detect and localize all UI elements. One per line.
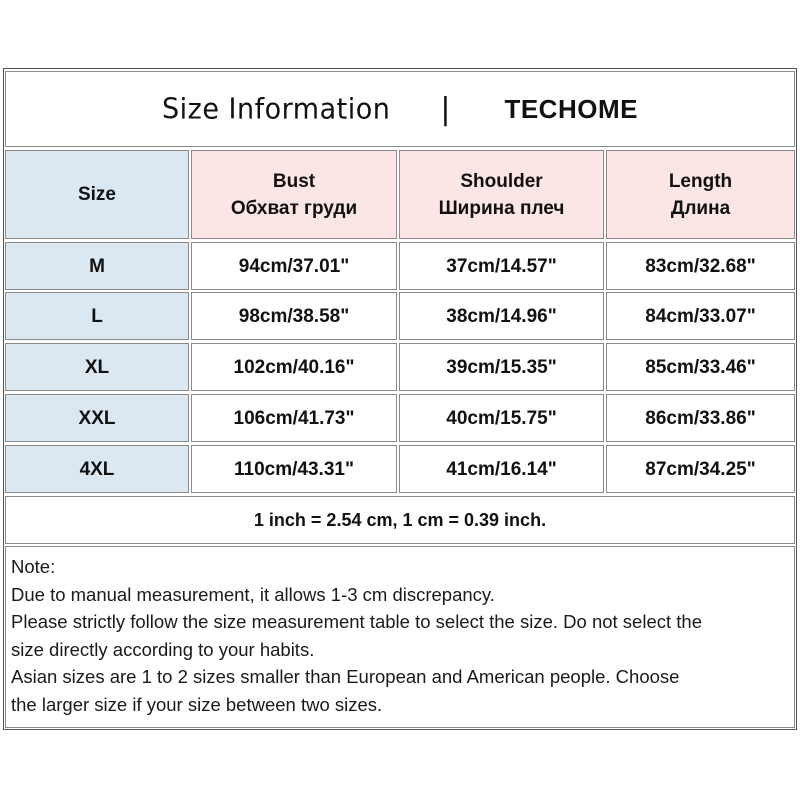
bust-cell-xl: 102cm/40.16" xyxy=(191,343,397,391)
header-size xyxy=(5,150,189,239)
length-cell-xxl: 86cm/33.86" xyxy=(606,394,795,442)
header-shoulder-en: Shoulder xyxy=(460,170,543,192)
size-cell-xxl: XXL xyxy=(5,394,189,442)
header-bust-ru: Обхват груди xyxy=(230,197,358,219)
note-line: Due to manual measurement, it allows 1-3 cm discrepancy. xyxy=(11,583,495,605)
header-size-label: Size xyxy=(77,184,117,205)
bust-cell-l: 98cm/38.58" xyxy=(191,292,397,340)
size-cell-4xl: 4XL xyxy=(5,445,189,493)
chart-title: Size Information xyxy=(162,92,391,126)
note-heading: Note: xyxy=(11,556,56,577)
bust-cell-xxl: 106cm/41.73" xyxy=(191,394,397,442)
unit-conversion: 1 inch = 2.54 cm, 1 cm = 0.39 inch. xyxy=(5,496,795,544)
shoulder-cell-xxl: 40cm/15.75" xyxy=(399,394,604,442)
size-cell-m: M xyxy=(5,242,189,290)
shoulder-cell-xl: 39cm/15.35" xyxy=(399,343,604,391)
length-cell-xl: 85cm/33.46" xyxy=(606,343,795,391)
header-length-en: Length xyxy=(668,170,733,192)
note-line: Asian sizes are 1 to 2 sizes smaller than European and American people. Choose xyxy=(11,666,680,687)
shoulder-cell-m: 37cm/14.57" xyxy=(399,242,604,290)
size-cell-l: L xyxy=(5,292,189,340)
length-cell-4xl: 87cm/34.25" xyxy=(606,445,795,493)
note-line: size directly according to your habits. xyxy=(11,638,315,660)
header-shoulder-ru: Ширина плеч xyxy=(438,197,565,219)
size-cell-xl: XL xyxy=(5,343,189,391)
length-cell-l: 84cm/33.07" xyxy=(606,292,795,340)
bust-cell-4xl: 110cm/43.31" xyxy=(191,445,397,493)
length-cell-m: 83cm/32.68" xyxy=(606,242,795,290)
note-line: Please strictly follow the size measurement table to select the size. Do not select the xyxy=(11,611,702,632)
shoulder-cell-l: 38cm/14.96" xyxy=(399,292,604,340)
title-separator: | xyxy=(440,91,451,127)
brand-name: TECHOME xyxy=(504,93,638,124)
header-bust-en: Bust xyxy=(272,170,316,192)
header-shoulder xyxy=(399,150,604,239)
note-line: the larger size if your size between two sizes. xyxy=(11,693,383,715)
header-bust xyxy=(191,150,397,239)
title-bar xyxy=(5,71,795,147)
header-length xyxy=(606,150,795,239)
shoulder-cell-4xl: 41cm/16.14" xyxy=(399,445,604,493)
note-box xyxy=(5,546,795,728)
header-length-ru: Длина xyxy=(670,197,731,219)
bust-cell-m: 94cm/37.01" xyxy=(191,242,397,290)
